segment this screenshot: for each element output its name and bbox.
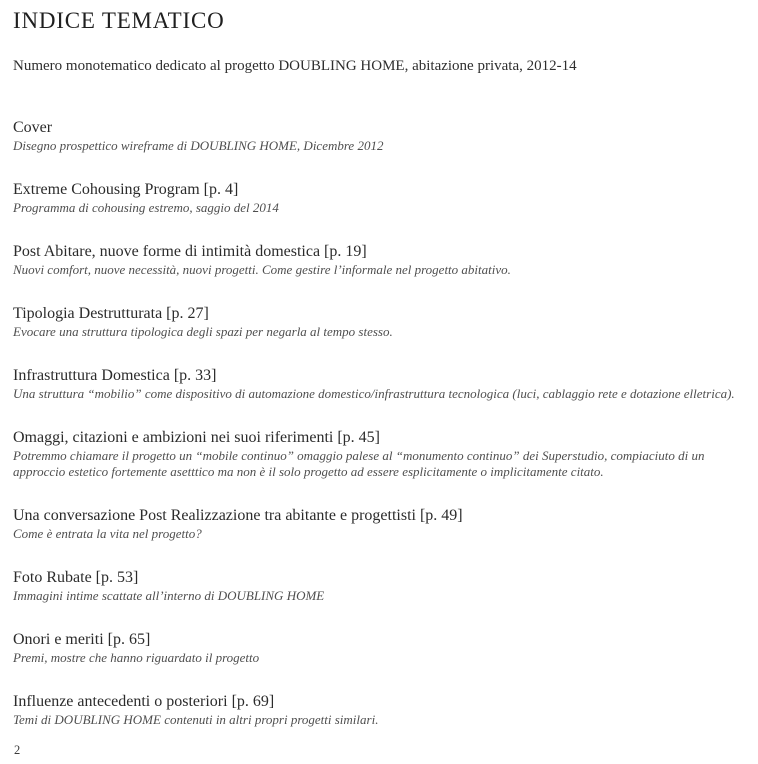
- entry-title: Omaggi, citazioni e ambizioni nei suoi riferimenti [p. 45]: [13, 429, 381, 447]
- index-entry: [13, 506, 736, 542]
- entry-title: Tipologia Destrutturata [p. 27]: [13, 305, 209, 323]
- index-entry: [13, 304, 736, 340]
- index-entry: [13, 692, 736, 728]
- entry-description: Programma di cohousing estremo, saggio del 2014: [13, 200, 279, 216]
- entry-description: Temi di DOUBLING HOME contenuti in altri propri progetti similari.: [13, 712, 379, 728]
- entry-title: Influenze antecedenti o posteriori [p. 69]: [13, 693, 275, 711]
- page-number: 2: [14, 743, 21, 757]
- index-entry: [13, 180, 736, 216]
- index-entry: [13, 428, 736, 480]
- entry-title: Una conversazione Post Realizzazione tra abitante e progettisti [p. 49]: [13, 507, 463, 525]
- entry-title: Foto Rubate [p. 53]: [13, 569, 139, 587]
- index-entry: [13, 630, 736, 666]
- index-entries: [13, 118, 736, 728]
- entry-description: Premi, mostre che hanno riguardato il progetto: [13, 650, 260, 666]
- index-entry: [13, 366, 736, 402]
- page-subtitle: Numero monotematico dedicato al progetto DOUBLING HOME, abitazione privata, 2012-14: [13, 58, 577, 75]
- entry-description: Potremmo chiamare il progetto un “mobile continuo” omaggio palese al “monumento continuo” dei Superstudio, compiaciuto di un approccio estetico fortemente asetttico ma non è il solo progetto ad essere esplicitamente o implicitamente citato.: [13, 448, 705, 480]
- index-entry: [13, 242, 736, 278]
- entry-title: Cover: [13, 119, 53, 137]
- entry-description: Una struttura “mobilio” come dispositivo di automazione domestico/infrastruttura tecnologica (luci, cablaggio rete e dotazione elletrica).: [13, 386, 735, 402]
- entry-title: Onori e meriti [p. 65]: [13, 631, 151, 649]
- entry-title: Infrastruttura Domestica [p. 33]: [13, 367, 217, 385]
- entry-description: Immagini intime scattate all’interno di DOUBLING HOME: [13, 588, 325, 604]
- index-entry: [13, 568, 736, 604]
- entry-description: Come è entrata la vita nel progetto?: [13, 526, 202, 542]
- entry-description: Nuovi comfort, nuove necessità, nuovi progetti. Come gestire l’informale nel progetto abitativo.: [13, 262, 511, 278]
- entry-description: Disegno prospettico wireframe di DOUBLING HOME, Dicembre 2012: [13, 138, 384, 154]
- index-entry: [13, 118, 736, 154]
- entry-title: Post Abitare, nuove forme di intimità domestica [p. 19]: [13, 243, 367, 261]
- entry-description: Evocare una struttura tipologica degli spazi per negarla al tempo stesso.: [13, 324, 393, 340]
- entry-title: Extreme Cohousing Program [p. 4]: [13, 181, 239, 199]
- page-title: INDICE TEMATICO: [13, 8, 225, 33]
